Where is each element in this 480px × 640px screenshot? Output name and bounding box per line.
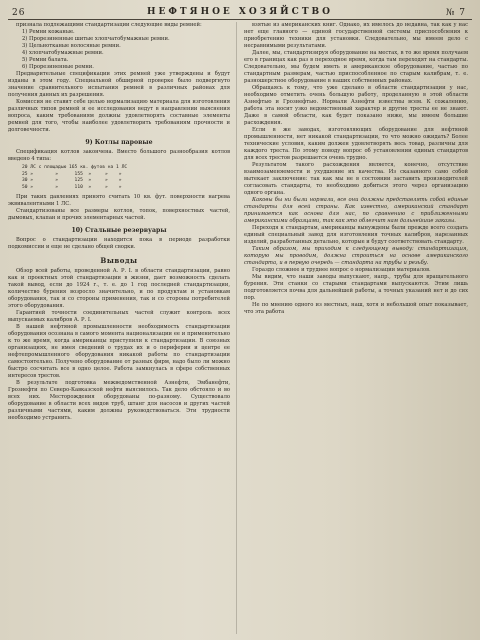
table-row: 50 » » 110 » » » [22, 184, 122, 190]
conclusions-heading: Выводы [100, 256, 138, 265]
paragraph: Обращаясь к тому, что уже сделано в области стандартизации у нас, необходимо отметить очень большую работу, проделанную в этой области Азнефтью и Грознефтью. Нормали Азнефти известны всем. К сожалению, работа эта носит узко ведомственный характер и другие тресты ее не знают. Даже в самой области, как будет показано ниже, мы имеем большие расхождения. [244, 85, 468, 126]
right-column [244, 22, 468, 634]
paragraph: Предварительные спецификации этих ремней уже утверждены и будут изданы в этом году. Специальной обширной проверке было подвергнуто значение сравнительного испытания ремней в различных районах для получения данных их разрешения. [8, 71, 230, 98]
journal-title: НЕФТЯНОЕ ХОЗЯЙСТВО [147, 7, 333, 17]
column-divider [236, 22, 237, 634]
paragraph: Далее, мы, стандартизируя оборудование на местах, в то же время получаем его в границах как раз в переходное время, когда там переходят на стандарты. Следовательно, мы будем иметь и американское оборудование, частью по стандартным размерам, частью приспособленное по старым калибрам, т. е. разношерстное оборудование в наших собственных районах. [244, 50, 468, 84]
paragraph: Гораздо сложнее и труднее вопрос о нормализации материалов. [252, 267, 431, 273]
table-row: 30 » » 125 » » » [22, 178, 122, 183]
header-rule [8, 19, 472, 20]
paragraph: Стандартизованы все размеры котлов, топок, поверхностных частей, дымовых, клапан и прочих элементарных частей. [8, 208, 230, 221]
paragraph: Каковы бы ни были нормали, все они должны представлять собой единые стандарты для всей страны. Как известно, американский стандарт принимается как основа для нас, по сравнению с приближенными американскими образцами, так как это облегчит нам дальнейшие заказы. [244, 197, 468, 224]
paragraph: Мы видим, что наши заводы выпускают, напр., трубы для вращательного бурения. Эти станки со старыми стандартами выпускаются. Этим лишь подготовляется почва для дальнейшей работы, а точных указаний нет и до сих пор. [244, 274, 468, 301]
list-item: 4) хлопчатобумажные ремни. [22, 50, 104, 56]
paragraph: Не по мнению одного из местных, наш, хотя и небольшой опыт показывает, что эта работа [244, 302, 468, 315]
paragraph: взятые из американских книг. Однако, их имелось до недавна, так как у нас нет еще главного — единой государственной системы приспособления к приобретению техники для установки. Следовательно, мы имеем дело с несравнимыми результатами. [244, 22, 468, 49]
paragraph: При таких давлениях принято считать 10 кв. фут. поверхности нагрева эквивалентными 1 ЛС. [8, 194, 230, 207]
paragraph: Комиссия не ставит себе целью нормализацию материала для изготовления различных типов ремней и ее исследования ведут в направлении выяснения вопроса, каким требованиям должны удовлетворять составные элементы ремней для того, чтобы наиболее удовлетворить требованиям прочности и долговечности. [8, 99, 230, 133]
issue-number: № 7 [445, 8, 466, 18]
paragraph: Таким образом, мы приходим к следующему выводу: стандартизация, которую мы проводим, должна строиться на основе американского стандарта, и в первую очередь — стандарта на трубы и резьбу. [244, 246, 468, 266]
paragraph: В нашей нефтяной промышленности необходимость стандартизации оборудования осознана в самого момента национализации ее и применительно к то же время, когда американцы приступили к стандартизации. В союзных организациях, не имея сведений о трудах их и о периферии и центре ее нефтепромышленного оборудования никакой работы по стандартизации самостоятельно. Получено оборудование от разных фирм, надо было ли можно быстро сосчитать все в одно целое. Работа замкнулась в сфере собственных интересов трестов. [8, 324, 230, 379]
list-item: 1) Ремни кожаные. [22, 29, 75, 35]
list-item: 5) Ремни балата. [22, 57, 69, 63]
paragraph: признала подлежащими стандартизации следующие виды ремней: [16, 22, 202, 28]
paragraph: Гарантией точности соединительных частей служит контроль всех выпускаемых калибров А. Р. I. [8, 310, 230, 323]
section-heading: 9) Котлы паровые [85, 139, 153, 146]
section-heading: 10) Стальные резервуары [71, 227, 167, 234]
page-number: 26 [12, 8, 26, 18]
table-row: 25 » » 155 » » » [22, 171, 122, 177]
paragraph: Вопрос о стандартизации находится пока в периоде разработки подкомиссии и еще не сделано общей сводки. [8, 237, 230, 250]
left-column [8, 22, 230, 634]
boiler-table [22, 165, 230, 191]
paragraph: Спецификация котлов закончена. Вместо большого разнообразия котлов введено 4 типа: [8, 149, 230, 162]
list-item: 6) Прорезиненные ремни. [22, 64, 94, 70]
paragraph: Если в же заводах, изготовляющих оборудование для нефтяной промышленности, нет никакой стандартизации, то что можно ожидать? Более технические условия, каким должен удовлетворять весь товар, различны для каждого треста. По этому поводу вопрос об установлении единых стандартов для всех трестов разрешается очень трудно. [244, 127, 468, 161]
paragraph: Обзор всей работы, проведенной А. Р. I. в области стандартизации, равно как и проектных этой стандартизации в жизни, дает возможность сделать такой вывод, если до 1924 г., т. е. до 1 год последней стандартизации, количество бурения возросло значительно, и по продуктам и установкам оборудования, так и со стороны применения, так и со стороны потребителей этого оборудования. [8, 268, 230, 309]
table-row: 20 ЛС с площадью 165 кв. футов на 1 ЛС [22, 165, 128, 170]
paragraph: В результате подготовка межведомственной Азнефти, Эмбанефти, Грознефти по Северо-Кавказской нефти выяснилось. Так дело обстояло и во всех них. Месторождения оборудованы по-разному. Существовало оборудование в области всех видов труб, штанг для насосов и других частей различными частями, каким должны руководствоваться. Эти трудности необходимо устранить. [8, 380, 230, 421]
list-item: 2) Прорезиненные шитые хлопчатобумажные ремни. [22, 36, 170, 42]
list-item: 3) Цельнотканые волосяные ремни. [22, 43, 121, 49]
paragraph: Переходя к стандартам, американцы вынуждены были прежде всего создать единый специальный завод для изготовления точных калибров, нарезанных изделий, разработанных детально, которые и будут соответствовать стандарту. [244, 225, 468, 245]
paragraph: Результатом такого расхождения является, конечно, отсутствие взаимозаменяемости и ухудшение их качества. Из сказанного само собой вытекает заключение: так как мы не в состоянии заставить производителей согласовать стандарты, то необходимо добиться этого через организацию одного органа. [244, 162, 468, 196]
